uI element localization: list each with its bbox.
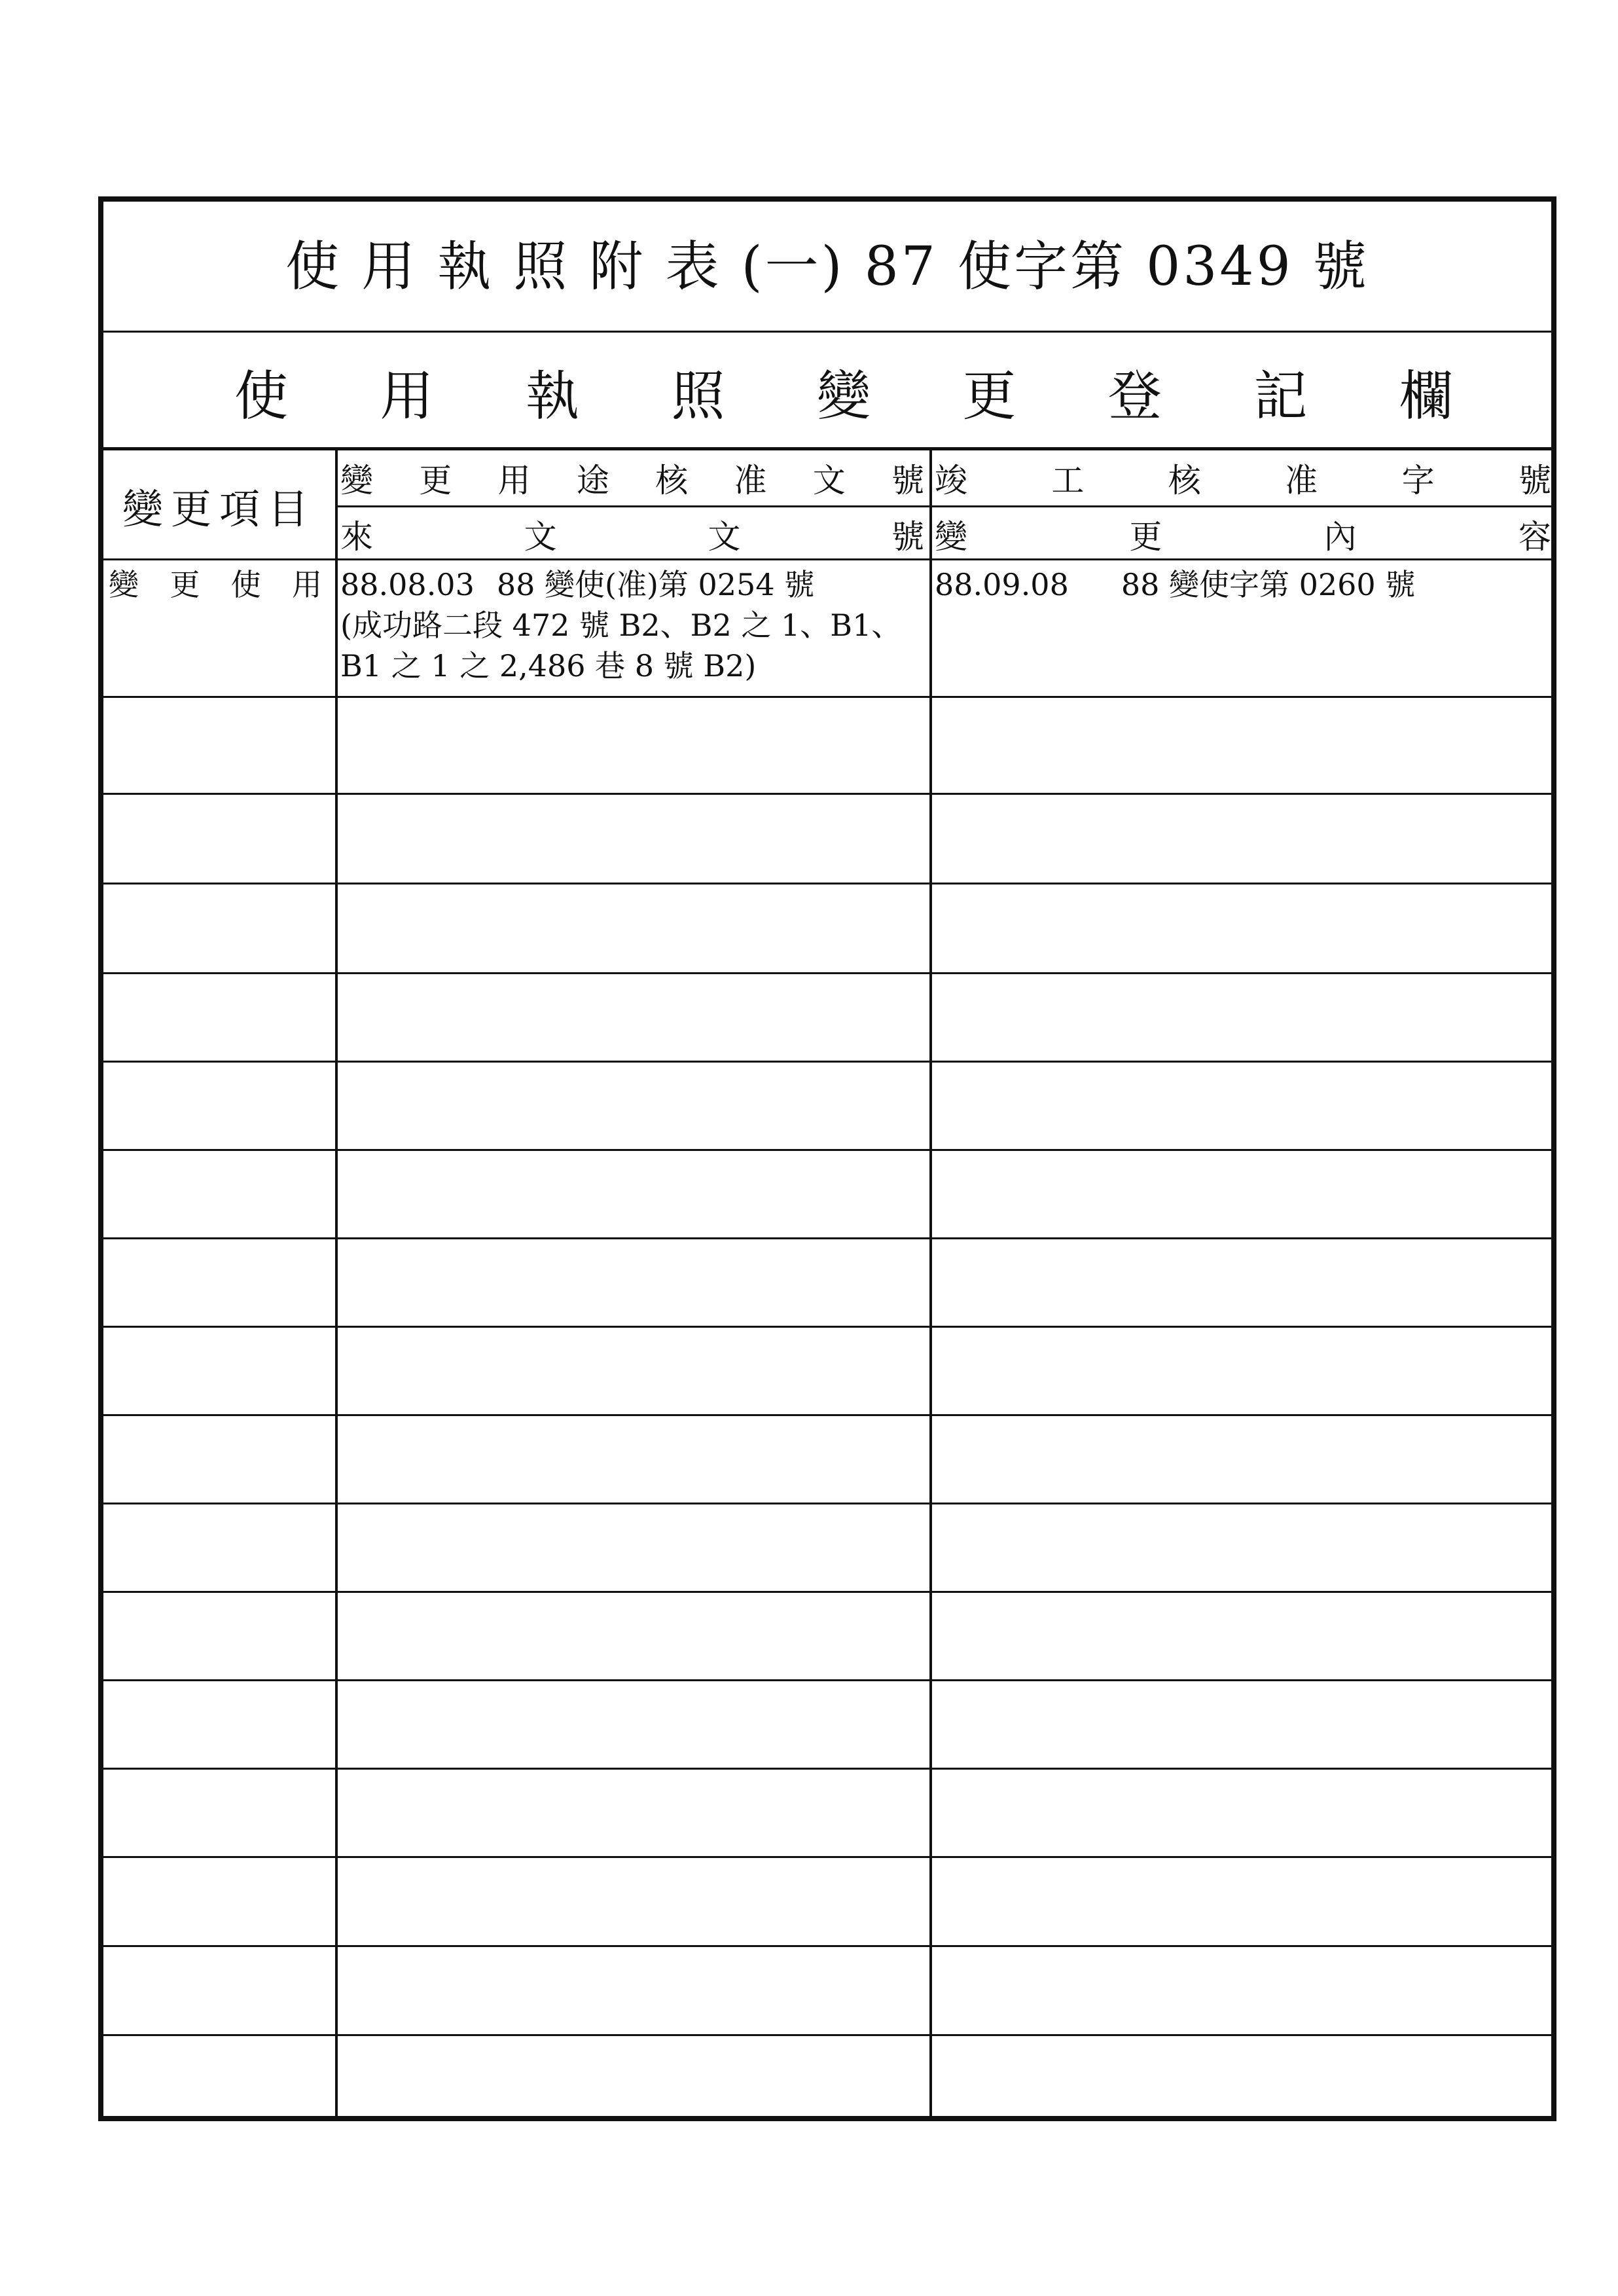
- table-row: [103, 1063, 1551, 1151]
- column-divider: [929, 450, 932, 2116]
- header-change-content: [929, 505, 1556, 560]
- table-row: [103, 795, 1551, 884]
- subtitle-char: 用: [380, 365, 434, 428]
- header-char: 工: [1051, 462, 1085, 500]
- header-char: 准: [734, 462, 767, 500]
- subtitle-char: 記: [1253, 365, 1308, 428]
- table-row: [103, 884, 1551, 974]
- header-char: 途: [576, 462, 609, 500]
- header-char: 容: [1518, 517, 1551, 556]
- content-date: 88.09.08: [935, 567, 1069, 602]
- header-char: 來: [340, 517, 373, 556]
- subtitle-char: 欄: [1399, 365, 1453, 428]
- header-char: 變: [340, 462, 373, 500]
- header-change-item: 變更項目: [122, 484, 316, 533]
- header-char: 更: [419, 462, 452, 500]
- header-char: 更: [1129, 517, 1162, 556]
- item-char: 變: [109, 567, 139, 602]
- doc-date: 88.08.03: [340, 567, 475, 602]
- table-row: [103, 1328, 1551, 1416]
- header-approval-number: [335, 450, 929, 505]
- subtitle-char: 變: [816, 365, 871, 428]
- table-row: [103, 1770, 1551, 1858]
- content-number: 88 變使字第 0260 號: [1121, 567, 1416, 602]
- table-row: [103, 1593, 1551, 1681]
- table-row: [103, 1858, 1551, 1947]
- header-char: 號: [1518, 462, 1551, 500]
- header-char: 文: [708, 517, 741, 556]
- change-item-cell: [103, 560, 335, 696]
- table-row: [103, 1681, 1551, 1770]
- form-title: 使 用 執 照 附 表 (一) 87 使字第 0349 號: [285, 236, 1369, 298]
- header-char: 號: [891, 517, 924, 556]
- approval-document-cell: [335, 560, 929, 696]
- header-char: 竣: [935, 462, 967, 500]
- table-row: [103, 1151, 1551, 1239]
- subtitle-char: 使: [234, 365, 289, 428]
- header-incoming-document: [335, 505, 929, 560]
- subtitle-row: [103, 333, 1551, 450]
- header-char: 核: [1168, 462, 1201, 500]
- subtitle-char: 登: [1107, 365, 1162, 428]
- subtitle-char: 照: [671, 365, 725, 428]
- title-row: [103, 202, 1551, 333]
- table-row: [103, 1504, 1551, 1593]
- header-char: 文: [812, 462, 846, 500]
- header-char: 准: [1285, 462, 1318, 500]
- table-row: [103, 974, 1551, 1063]
- table-row: [103, 560, 1551, 698]
- header-char: 用: [497, 462, 531, 500]
- header-completion-approval: [929, 450, 1556, 505]
- header-char: 號: [891, 462, 924, 500]
- license-attachment-form: [98, 196, 1556, 2121]
- header-char: 核: [655, 462, 689, 500]
- subtitle-char: 更: [962, 365, 1016, 428]
- table-row: [103, 1416, 1551, 1504]
- header-char: 文: [524, 517, 557, 556]
- content-line-1: [935, 564, 1551, 605]
- doc-number: 88 變使(准)第 0254 號: [496, 567, 815, 602]
- column-header-row: [103, 450, 1551, 560]
- doc-line-1: [340, 564, 924, 605]
- item-char: 用: [291, 567, 322, 602]
- doc-note-line-1: (成功路二段 472 號 B2、B2 之 1、B1、: [340, 608, 902, 643]
- table-row: [103, 698, 1551, 795]
- table-row: [103, 2036, 1551, 2121]
- item-char: 更: [170, 567, 200, 602]
- subtitle-char: 執: [525, 365, 579, 428]
- header-char: 變: [935, 517, 967, 556]
- table-row: [103, 1239, 1551, 1328]
- column-divider: [335, 450, 338, 2116]
- form-subtitle: [234, 333, 1453, 450]
- header-char: 字: [1401, 462, 1435, 500]
- doc-note-line-2: B1 之 1 之 2,486 巷 8 號 B2): [340, 648, 757, 683]
- item-char: 使: [230, 567, 261, 602]
- change-content-cell: [929, 560, 1556, 696]
- header-char: 內: [1323, 517, 1357, 556]
- table-row: [103, 1947, 1551, 2036]
